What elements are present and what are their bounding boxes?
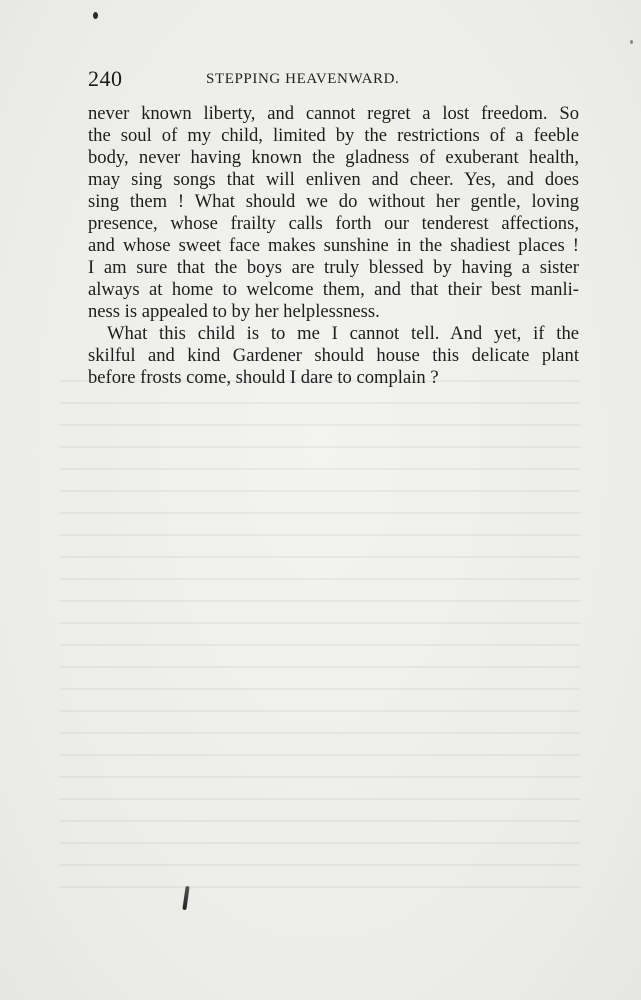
paper-speck bbox=[630, 40, 633, 44]
text-line: skilful and kind Gardener should house this delicate plant bbox=[88, 345, 579, 366]
paragraph-first-line: What this child is to me I cannot tell. And yet, if the bbox=[107, 323, 579, 344]
running-head: STEPPING HEAVENWARD. bbox=[206, 71, 400, 87]
text-line: presence, whose frailty calls forth our tenderest affections, bbox=[88, 213, 579, 234]
text-line: ness is appealed to by her helplessness. bbox=[88, 301, 380, 322]
text-line: and whose sweet face makes sunshine in the shadiest places ! bbox=[88, 235, 579, 256]
text-line: sing them ! What should we do without her gentle, loving bbox=[88, 191, 579, 212]
page-number: 240 bbox=[88, 66, 123, 91]
text-line: may sing songs that will enliven and cheer. Yes, and does bbox=[88, 169, 579, 190]
text-line: before frosts come, should I dare to complain ? bbox=[88, 367, 439, 388]
page-header bbox=[88, 66, 578, 90]
text-line: the soul of my child, limited by the restrictions of a feeble bbox=[88, 125, 579, 146]
show-through-texture bbox=[60, 380, 580, 940]
text-line: always at home to welcome them, and that their best manli- bbox=[88, 279, 579, 300]
text-line: never known liberty, and cannot regret a lost freedom. So bbox=[88, 103, 579, 124]
text-line: I am sure that the boys are truly blessed by having a sister bbox=[88, 257, 579, 278]
paper-speck bbox=[93, 12, 98, 19]
body-text bbox=[88, 103, 579, 389]
text-line: body, never having known the gladness of exuberant health, bbox=[88, 147, 579, 168]
